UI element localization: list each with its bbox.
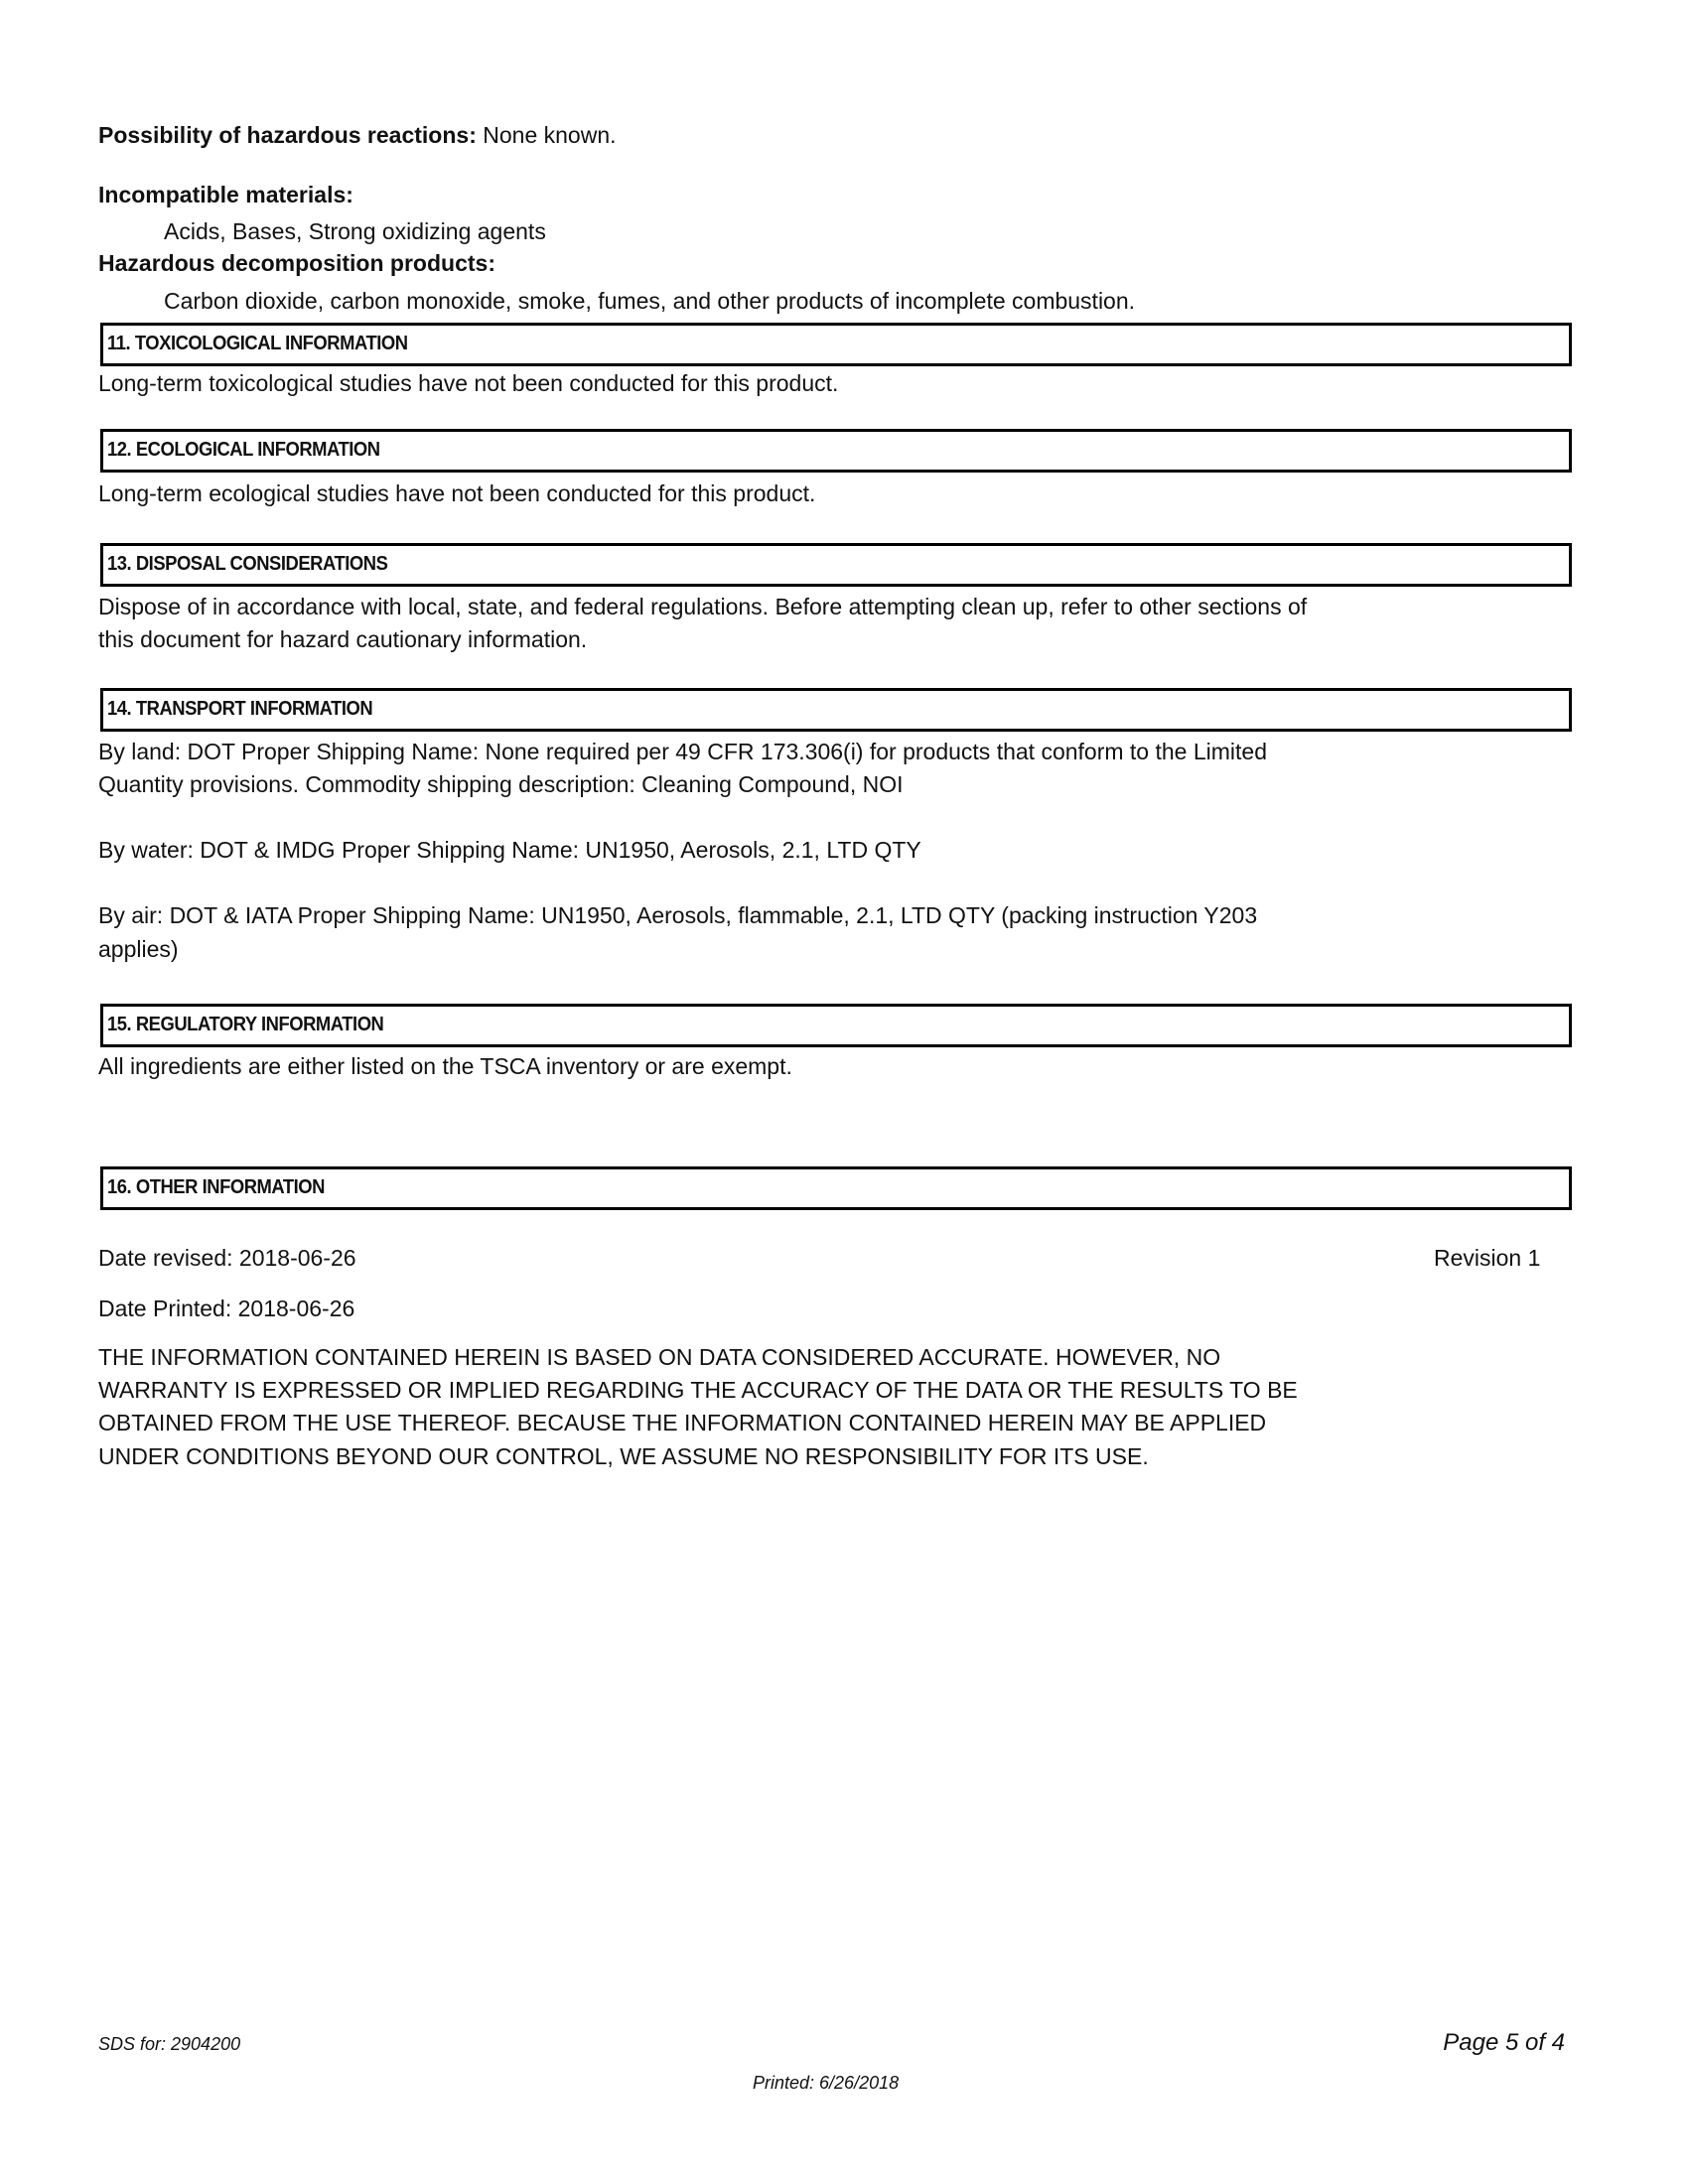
footer-page-number: Page 5 of 4 (1443, 2029, 1565, 2056)
date-revised: Date revised: 2018-06-26 (98, 1245, 356, 1271)
section-15-header (100, 1004, 1572, 1047)
hazardous-reactions-label: Possibility of hazardous reactions: (98, 122, 477, 148)
date-printed: Date Printed: 2018-06-26 (98, 1296, 355, 1321)
decomposition-label: Hazardous decomposition products: (98, 250, 495, 276)
footer-printed: Printed: 6/26/2018 (753, 2073, 900, 2093)
section-13-line: this document for hazard cautionary information. (98, 626, 588, 652)
section-16-header (100, 1166, 1572, 1210)
incompatible-label: Incompatible materials: (98, 182, 353, 207)
transport-air-line: By air: DOT & IATA Proper Shipping Name: UN1950, Aerosols, flammable, 2.1, LTD QTY (packing instruction Y203 (98, 902, 1258, 928)
section-11-text: Long-term toxicological studies have not been conducted for this product. (98, 370, 839, 396)
section-11-header (100, 323, 1572, 366)
transport-land-line: Quantity provisions. Commodity shipping description: Cleaning Compound, NOI (98, 771, 904, 797)
disclaimer-line: WARRANTY IS EXPRESSED OR IMPLIED REGARDING THE ACCURACY OF THE DATA OR THE RESULTS TO BE (98, 1377, 1298, 1403)
disclaimer-line: OBTAINED FROM THE USE THEREOF. BECAUSE THE INFORMATION CONTAINED HEREIN MAY BE APPLIED (98, 1410, 1267, 1435)
section-12-header (100, 429, 1572, 473)
transport-land-line: By land: DOT Proper Shipping Name: None required per 49 CFR 173.306(i) for products that conform to the Limited (98, 739, 1267, 764)
section-15-text: All ingredients are either listed on the TSCA inventory or are exempt. (98, 1053, 792, 1079)
transport-water: By water: DOT & IMDG Proper Shipping Name: UN1950, Aerosols, 2.1, LTD QTY (98, 837, 921, 863)
section-14-header (100, 688, 1572, 732)
disclaimer-line: UNDER CONDITIONS BEYOND OUR CONTROL, WE ASSUME NO RESPONSIBILITY FOR ITS USE. (98, 1443, 1149, 1469)
section-title: 14. TRANSPORT INFORMATION (107, 698, 373, 720)
section-title: 13. DISPOSAL CONSIDERATIONS (107, 553, 388, 575)
section-title: 11. TOXICOLOGICAL INFORMATION (107, 333, 408, 354)
section-title: 16. OTHER INFORMATION (107, 1176, 325, 1198)
footer-sds-for: SDS for: 2904200 (98, 2034, 241, 2054)
section-13-line: Dispose of in accordance with local, state, and federal regulations. Before attempting clean up, refer to other sections of (98, 594, 1308, 619)
hazardous-reactions-value: None known. (483, 122, 617, 148)
hazardous-reactions (98, 119, 617, 152)
section-title: 15. REGULATORY INFORMATION (107, 1014, 384, 1035)
transport-air-line: applies) (98, 936, 179, 962)
incompatible-value: Acids, Bases, Strong oxidizing agents (164, 218, 546, 244)
section-13-header (100, 543, 1572, 587)
revision: Revision 1 (1434, 1245, 1541, 1271)
decomposition-value: Carbon dioxide, carbon monoxide, smoke, fumes, and other products of incomplete combustion. (164, 288, 1136, 314)
disclaimer-line: THE INFORMATION CONTAINED HEREIN IS BASED ON DATA CONSIDERED ACCURATE. HOWEVER, NO (98, 1344, 1221, 1370)
section-title: 12. ECOLOGICAL INFORMATION (107, 439, 380, 461)
section-12-text: Long-term ecological studies have not been conducted for this product. (98, 480, 816, 506)
